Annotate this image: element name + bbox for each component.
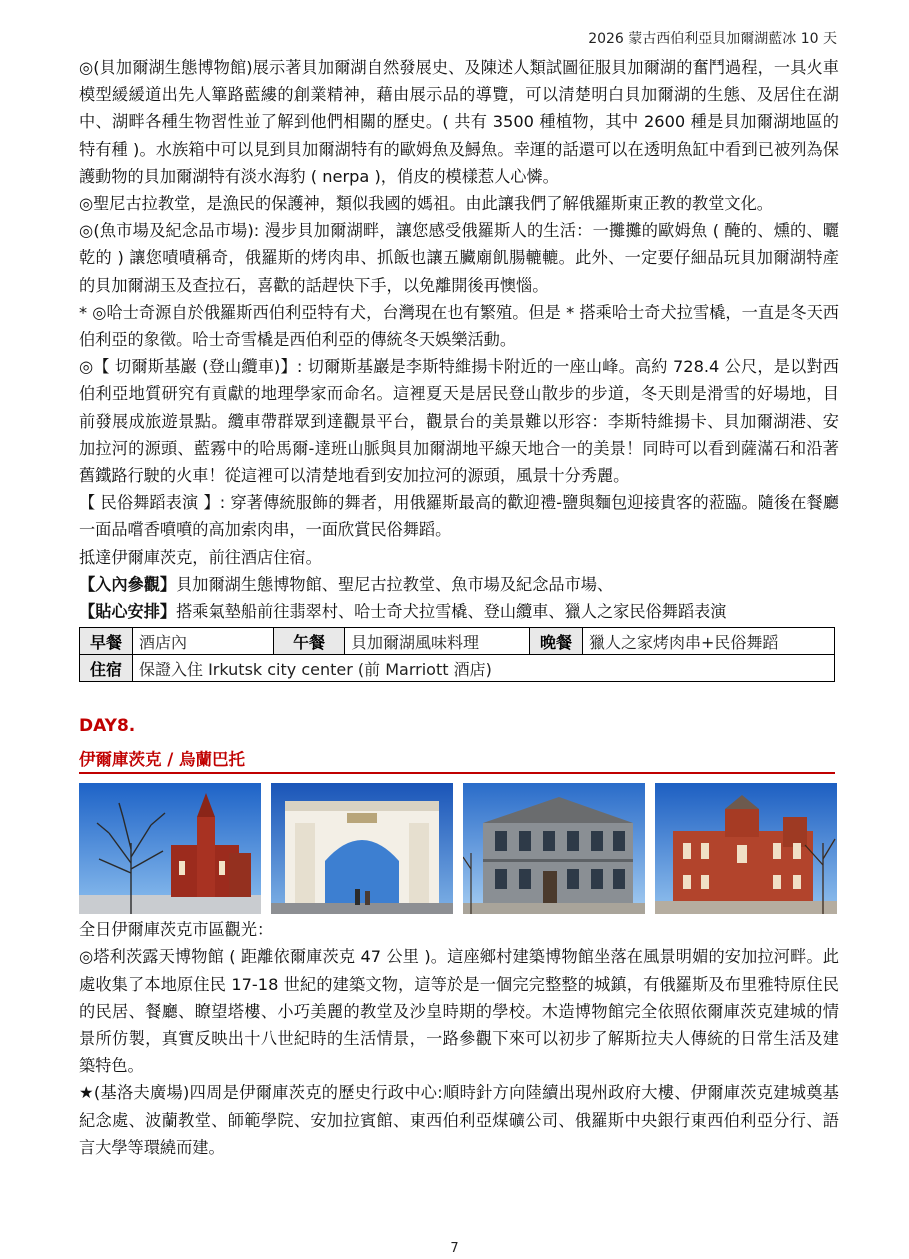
day-title: DAY8.	[79, 716, 136, 737]
main-content	[79, 54, 839, 1161]
paragraph-arrival: 抵達伊爾庫茨克，前往酒店住宿。	[79, 547, 322, 567]
photo-brick-mansion	[655, 783, 837, 914]
route-title: 伊爾庫茨克 / 烏蘭巴托	[79, 746, 835, 774]
dinner-value: 獵人之家烤肉串+民俗舞蹈	[583, 628, 835, 655]
lodging-row	[80, 655, 835, 682]
arrange-label: 【貼心安排】	[79, 602, 177, 622]
lunch-value: 貝加爾湖風味料理	[345, 628, 530, 655]
lodging-value: 保證入住 Irkutsk city center (前 Marriott 酒店)	[133, 655, 835, 682]
page-number: 7	[450, 1241, 459, 1256]
paragraph-chersky-rock: ◎【 切爾斯基巖 (登山纜車)】: 切爾斯基巖是李斯特維揚卡附近的一座山峰。高約 728.4 公尺，是以對西伯利亞地質研究有貢獻的地理學家而命名。這裡夏天是居民登山散步的步道，冬天則是滑雪的好場地，目前發展成旅遊景點。纜車帶群眾到達觀景平台，觀景台的美景難以形容：李斯特維揚卡、貝加爾湖港、安加拉河的源頭、藍霧中的哈馬爾-達班山脈與貝加爾湖地平線天地合一的美景！同時可以看到薩滿石和沿著舊鐵路行駛的火車！從這裡可以清楚地看到安加拉河的源頭，風景十分秀麗。	[79, 357, 839, 486]
breakfast-value: 酒店內	[133, 628, 274, 655]
visit-label: 【入內參觀】	[79, 574, 177, 594]
paragraph-museum: ◎(貝加爾湖生態博物館)展示著貝加爾湖自然發展史、及陳述人類試圖征服貝加爾湖的奮鬥過程，一具火車模型緩緩道出先人篳路藍縷的創業精神，藉由展示品的導覽，可以清楚明白貝加爾湖的生態、及居住在湖中、湖畔各種生物習性並了解到他們相關的歷史。( 共有 3500 種植物，其中 2600 種是貝加爾湖地區的特有種 )。水族箱中可以見到貝加爾湖特有的歐姆魚及鱘魚。幸運的話還可以在透明魚缸中看到已被列為保護動物的貝加爾湖特有淡水海豹 ( nerpa )，俏皮的模樣惹人心憐。	[79, 58, 839, 186]
paragraph-folk-dance: 【 民俗舞蹈表演 】: 穿著傳統服飾的舞者，用俄羅斯最高的歡迎禮-鹽與麵包迎接貴客的蒞臨。隨後在餐廳一面品嚐香噴噴的高加索肉串，一面欣賞民俗舞蹈。	[79, 493, 839, 540]
photo-wooden-house	[463, 783, 645, 914]
day8-intro: 全日伊爾庫茨克市區觀光：	[79, 920, 274, 940]
dinner-label: 晚餐	[530, 628, 583, 655]
meals-table	[79, 627, 835, 682]
paragraph-church: ◎聖尼古拉教堂，是漁民的保護神，類似我國的媽祖。由此讓我們了解俄羅斯東正教的教堂文化。	[79, 194, 773, 214]
page-header: 2026 蒙古西伯利亞貝加爾湖藍冰 10 天	[588, 31, 837, 47]
paragraph-husky: * ◎哈士奇源自於俄羅斯西伯利亞特有犬，台灣現在也有繁殖。但是 * 搭乘哈士奇犬拉雪橇，一直是冬天西伯利亞的象徵。哈士奇雪橇是西伯利亞的傳統冬天娛樂活動。	[79, 302, 839, 350]
lunch-label: 午餐	[274, 628, 345, 655]
arrange-line	[79, 598, 839, 625]
meals-row	[80, 628, 835, 655]
visit-text: 貝加爾湖生態博物館、聖尼古拉教堂、魚市場及紀念品市場、	[176, 574, 614, 594]
visit-line	[79, 571, 839, 598]
lodging-label: 住宿	[80, 655, 133, 682]
photo-red-church	[79, 783, 261, 914]
photo-triumphal-arch	[271, 783, 453, 914]
breakfast-label: 早餐	[80, 628, 133, 655]
paragraph-fish-market: ◎(魚市場及紀念品市場): 漫步貝加爾湖畔，讓您感受俄羅斯人的生活：一攤攤的歐姆魚 ( 醃的、燻的、曬乾的 ) 讓您嘖嘖稱奇，俄羅斯的烤肉串、抓飯也讓五臟廟飢腸轆轆。此外、一定要仔細品玩貝加爾湖特產的貝加爾湖玉及查拉石，喜歡的話趕快下手，以免離開後再懊惱。	[79, 221, 839, 295]
photo-strip	[79, 783, 839, 914]
paragraph-kirov-square: ★(基洛夫廣場)四周是伊爾庫茨克的歷史行政中心:順時針方向陸續出現州政府大樓、伊爾庫茨克建城奠基紀念處、波蘭教堂、師範學院、安加拉賓館、東西伯利亞煤礦公司、俄羅斯中央銀行東西伯利亞分行、語言大學等環繞而建。	[79, 1083, 839, 1157]
paragraph-taltsy-museum: ◎塔利茨露天博物館 ( 距離依爾庫茨克 47 公里 )。這座鄉村建築博物館坐落在風景明媚的安加拉河畔。此處收集了本地原住民 17-18 世紀的建築文物，這等於是一個完完整整的城鎮，有俄羅斯及布里雅特原住民的民居、餐廳、瞭望塔樓、小巧美麗的教堂及沙皇時期的學校。木造博物館完全依照依爾庫茨克建城的情景所仿製，真實反映出十八世紀時的生活情景，一路參觀下來可以初步了解斯拉夫人傳統的日常生活及建築特色。	[79, 947, 839, 1076]
arrange-text: 搭乘氣墊船前往翡翠村、哈士奇犬拉雪橇、登山纜車、獵人之家民俗舞蹈表演	[176, 602, 727, 622]
